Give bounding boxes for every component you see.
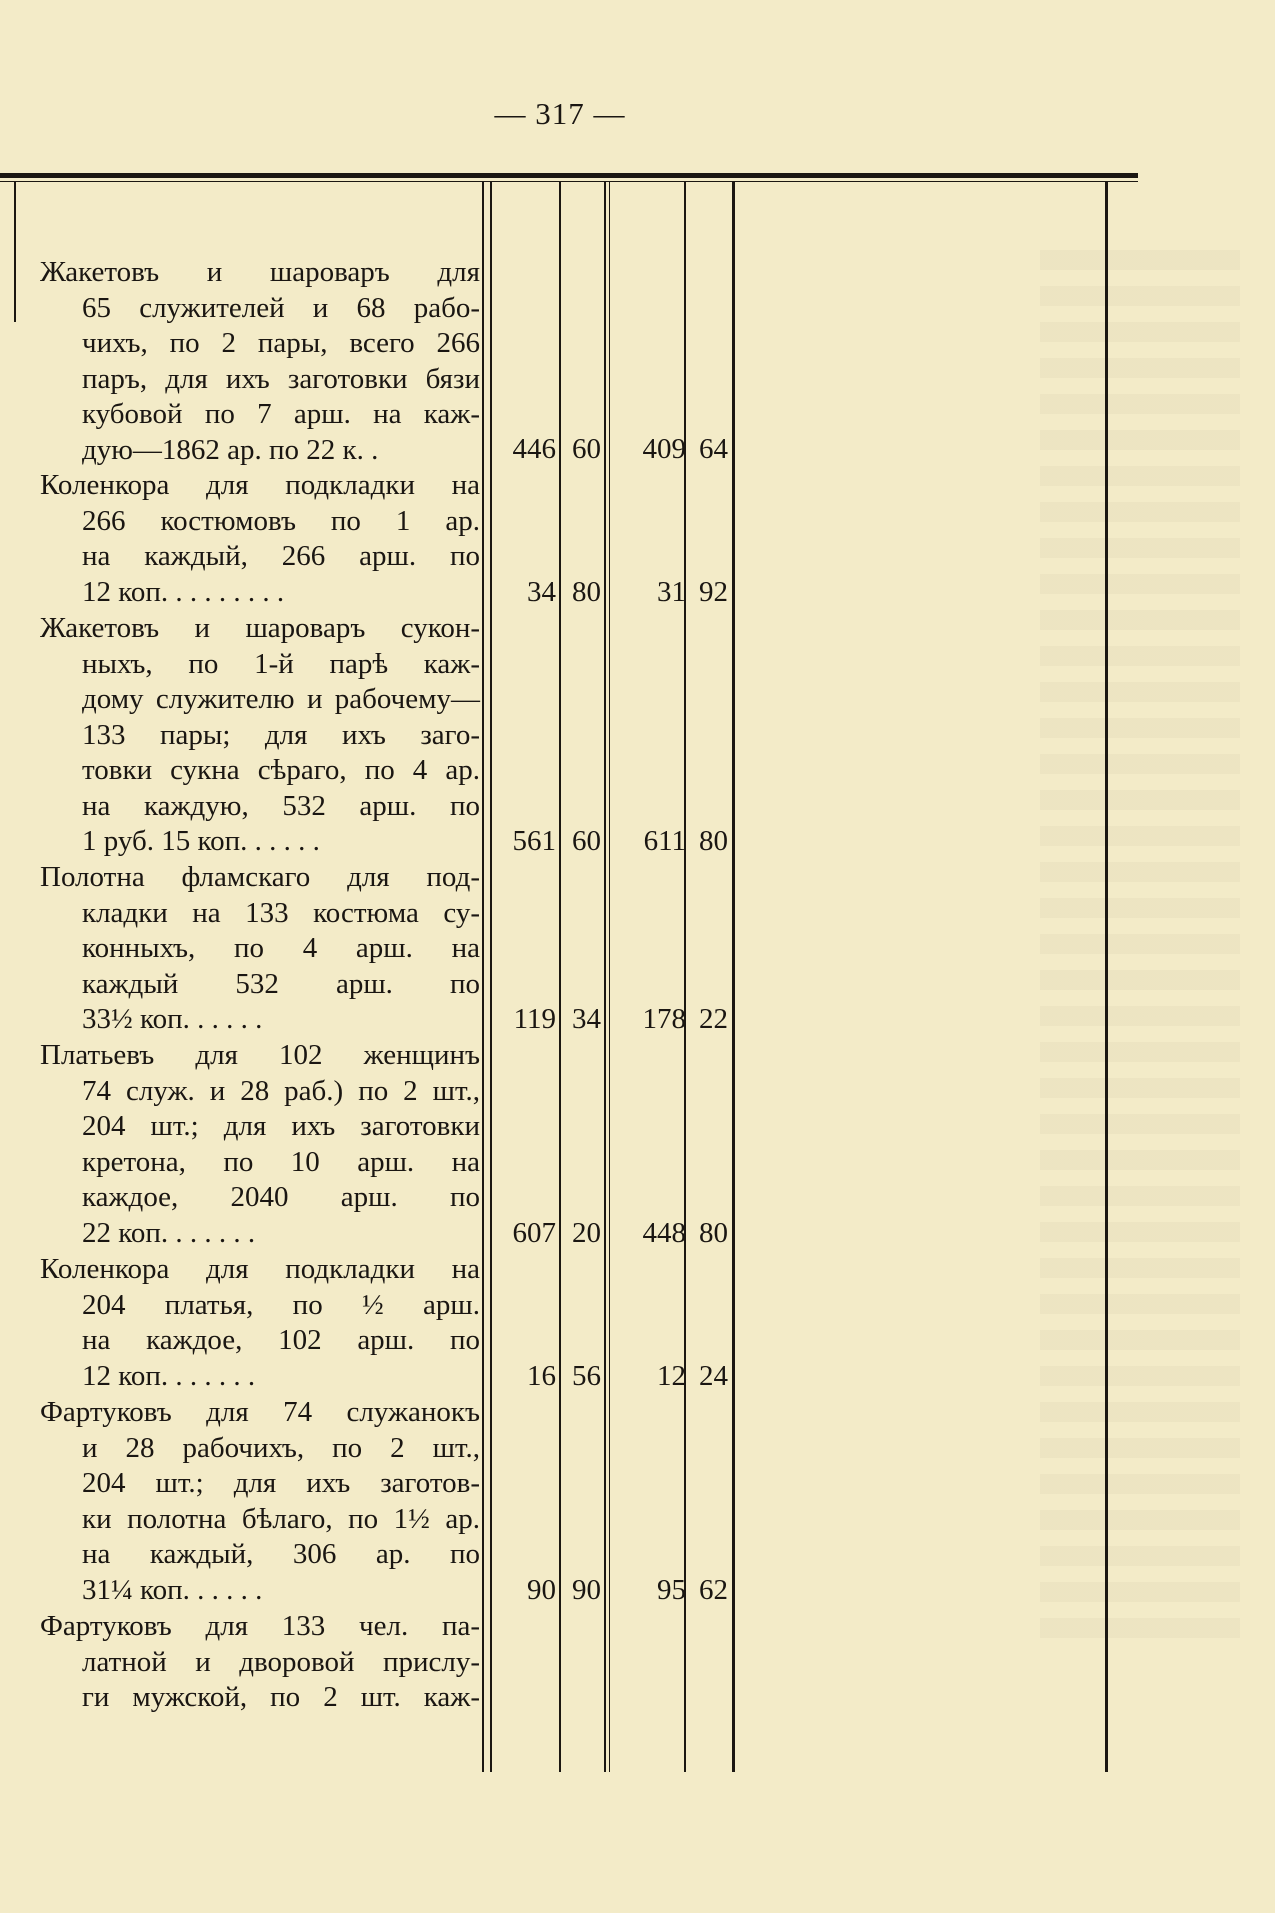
entry-line: Платьевъ для 102 женщинъ bbox=[40, 1039, 480, 1071]
entry-line: Фартуковъ для 74 служанокъ bbox=[40, 1396, 480, 1428]
col2-kop-value: 92 bbox=[699, 576, 728, 608]
entry-line: 133 пары; для ихъ заго- bbox=[82, 718, 480, 751]
entry-line: каждый 532 арш. по bbox=[82, 967, 480, 1000]
col2-rub-value: 31 bbox=[657, 576, 686, 608]
col2-rub-value: 95 bbox=[657, 1574, 686, 1606]
col1-right-rule bbox=[604, 182, 606, 1772]
entry-line: Коленкора для подкладки на bbox=[40, 469, 480, 501]
col1-kop-value: 90 bbox=[572, 1574, 601, 1606]
col1-kop-value: 80 bbox=[572, 576, 601, 608]
entry-line: чихъ, по 2 пары, всего 266 bbox=[82, 327, 480, 359]
text-column-rule bbox=[482, 182, 484, 1772]
entry-line: дую—1862 ар. по 22 к. . bbox=[82, 433, 379, 466]
col1-rub-value: 16 bbox=[527, 1360, 556, 1392]
col1-rub-value: 90 bbox=[527, 1574, 556, 1606]
col1-kop-value: 60 bbox=[572, 825, 601, 857]
entry-line: 31¼ коп. . . . . . bbox=[82, 1573, 263, 1606]
col2-right-rule bbox=[732, 182, 735, 1772]
col2-kop-value: 64 bbox=[699, 433, 728, 465]
entry-line: 12 коп. . . . . . . bbox=[82, 1359, 256, 1392]
entry-line: латной и дворовой прислу- bbox=[82, 1645, 480, 1678]
col1-rub-value: 119 bbox=[513, 1003, 556, 1035]
entry-line: кретона, по 10 арш. на bbox=[82, 1145, 480, 1178]
entry-line: на каждую, 532 арш. по bbox=[82, 789, 480, 822]
entry-line: и 28 рабочихъ, по 2 шт., bbox=[82, 1431, 480, 1464]
col1-left-rule bbox=[490, 182, 492, 1772]
col1-kop-rule bbox=[559, 182, 561, 1772]
col1-rub-value: 34 bbox=[527, 576, 556, 608]
entry-1 bbox=[40, 255, 480, 468]
entry-line: 204 платья, по ½ арш. bbox=[82, 1288, 480, 1321]
page-number: — 317 — bbox=[494, 96, 626, 131]
entry-5 bbox=[40, 1038, 480, 1251]
col1-rub-value: 607 bbox=[512, 1217, 556, 1249]
col1-kop-value: 60 bbox=[572, 433, 601, 465]
col1-kop-value: 56 bbox=[572, 1360, 601, 1392]
right-border-line bbox=[1105, 182, 1108, 1772]
entry-line: ки полотна бѣлаго, по 1½ ар. bbox=[82, 1502, 480, 1535]
header-rule bbox=[0, 173, 1138, 178]
entry-line: на каждый, 306 ар. по bbox=[82, 1538, 480, 1570]
entry-line: Жакетовъ и шароваръ сукон- bbox=[40, 612, 480, 644]
left-border-line bbox=[14, 182, 16, 322]
entry-7 bbox=[40, 1395, 480, 1608]
col1-kop-value: 34 bbox=[572, 1003, 601, 1035]
bleed-through-texture bbox=[1040, 250, 1240, 1650]
entry-line: 204 шт.; для ихъ заготовки bbox=[82, 1110, 480, 1142]
entry-line: на каждое, 102 арш. по bbox=[82, 1324, 480, 1356]
col1-kop-value: 20 bbox=[572, 1217, 601, 1249]
entry-line: ги мужской, по 2 шт. каж- bbox=[82, 1681, 480, 1713]
col1-rub-value: 446 bbox=[512, 433, 556, 465]
col2-kop-value: 62 bbox=[699, 1574, 728, 1606]
entry-line: 74 служ. и 28 раб.) по 2 шт., bbox=[82, 1074, 480, 1107]
col2-rub-value: 409 bbox=[642, 433, 686, 465]
entry-line: ныхъ, по 1-й парѣ каж- bbox=[82, 647, 480, 680]
col2-kop-value: 80 bbox=[699, 1217, 728, 1249]
entry-line: товки сукна сѣраго, по 4 ар. bbox=[82, 754, 480, 786]
entry-line: каждое, 2040 арш. по bbox=[82, 1181, 480, 1213]
entry-line: Коленкора для подкладки на bbox=[40, 1253, 480, 1285]
entry-4 bbox=[40, 860, 480, 1038]
col1-right-rule-2 bbox=[609, 182, 610, 1772]
col2-kop-rule bbox=[684, 182, 686, 1772]
entry-line: 1 руб. 15 коп. . . . . . bbox=[82, 825, 320, 857]
entry-3 bbox=[40, 611, 480, 860]
entry-line: Полотна фламскаго для под- bbox=[40, 861, 480, 893]
entry-line: 12 коп. . . . . . . . . bbox=[82, 575, 285, 608]
entry-line: кладки на 133 костюма су- bbox=[82, 896, 480, 929]
header-rule-thin bbox=[0, 181, 1138, 182]
col2-kop-value: 80 bbox=[699, 825, 728, 857]
col2-kop-value: 22 bbox=[699, 1003, 728, 1035]
entry-line: паръ, для ихъ заготовки бязи bbox=[82, 362, 480, 395]
entry-8 bbox=[40, 1609, 480, 1716]
col2-kop-value: 24 bbox=[699, 1360, 728, 1392]
col1-rub-value: 561 bbox=[512, 825, 556, 857]
entry-line: 266 костюмовъ по 1 ар. bbox=[82, 504, 480, 537]
entry-line: 33½ коп. . . . . . bbox=[82, 1003, 263, 1035]
entry-line: на каждый, 266 арш. по bbox=[82, 540, 480, 572]
entry-line: кубовой по 7 арш. на каж- bbox=[82, 398, 480, 430]
entry-line: 22 коп. . . . . . . bbox=[82, 1216, 256, 1249]
col2-rub-value: 448 bbox=[642, 1217, 686, 1249]
entry-line: Фартуковъ для 133 чел. па- bbox=[40, 1610, 480, 1642]
entry-2 bbox=[40, 468, 480, 610]
col2-rub-value: 611 bbox=[643, 825, 686, 857]
entry-line: 204 шт.; для ихъ заготов- bbox=[82, 1467, 480, 1499]
col2-rub-value: 178 bbox=[642, 1003, 686, 1035]
entry-6 bbox=[40, 1252, 480, 1394]
entry-line: Жакетовъ и шароваръ для bbox=[40, 256, 480, 288]
col2-rub-value: 12 bbox=[657, 1360, 686, 1392]
entry-line: конныхъ, по 4 арш. на bbox=[82, 932, 480, 964]
entry-line: дому служителю и рабочему— bbox=[82, 683, 480, 715]
entry-line: 65 служителей и 68 рабо- bbox=[82, 291, 480, 324]
